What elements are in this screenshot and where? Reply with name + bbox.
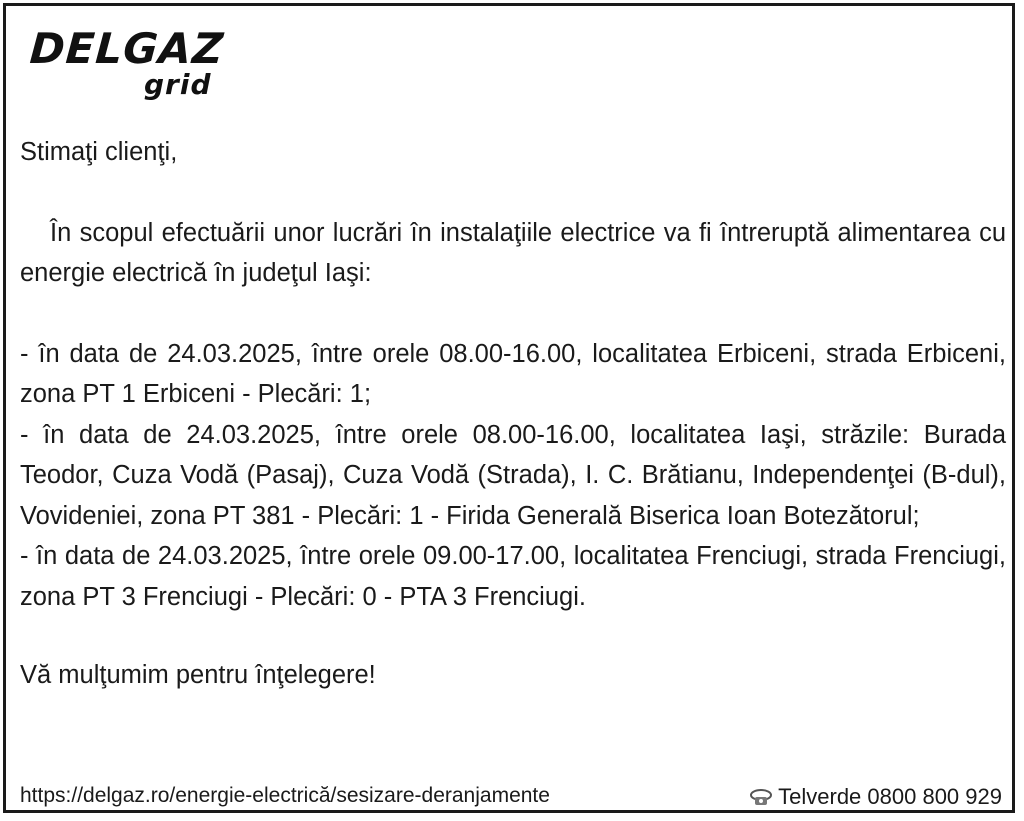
outage-item-frenciugi: - în data de 24.03.2025, între orele 09.00-17.00, localitatea Frenciugi, strada Frenciugi, zona PT 3 Frenciugi - Plecări: 0 - PTA 3 Frenciugi. — [20, 542, 1006, 611]
delgaz-grid-logo — [30, 26, 230, 106]
greeting: Stimaţi clienţi, — [20, 138, 178, 166]
closing-line: Vă mulţumim pentru înţelegere! — [20, 661, 376, 689]
footer-phone — [750, 784, 1002, 810]
telephone-icon — [750, 788, 772, 806]
footer — [20, 784, 1002, 814]
logo-subtitle: grid — [144, 68, 212, 101]
footer-url-link[interactable]: https://delgaz.ro/energie-electrică/sesizare-deranjamente — [20, 784, 550, 807]
notice-frame — [3, 3, 1015, 813]
notice-body — [20, 132, 1006, 696]
outage-item-iasi: - în data de 24.03.2025, între orele 08.00-16.00, localitatea Iaşi, străzile: Burada Teodor, Cuza Vodă (Pasaj), Cuza Vodă (Strada), I. C. Brătianu, Independenţei (B-dul), Vovideniei, zona PT 381 - Plecări: 1 - Firida Generală Biserica Ioan Botezătorul; — [20, 420, 1006, 530]
hotline-number: Telverde 0800 800 929 — [778, 784, 1002, 809]
intro-paragraph: În scopul efectuării unor lucrări în instalaţiile electrice va fi întreruptă alimentarea cu energie electrică în judeţul Iaşi: — [20, 218, 1006, 287]
logo-wordmark: DELGAZ — [28, 24, 226, 73]
outage-item-erbiceni: - în data de 24.03.2025, între orele 08.00-16.00, localitatea Erbiceni, strada Erbiceni, zona PT 1 Erbiceni - Plecări: 1; — [20, 339, 1006, 408]
